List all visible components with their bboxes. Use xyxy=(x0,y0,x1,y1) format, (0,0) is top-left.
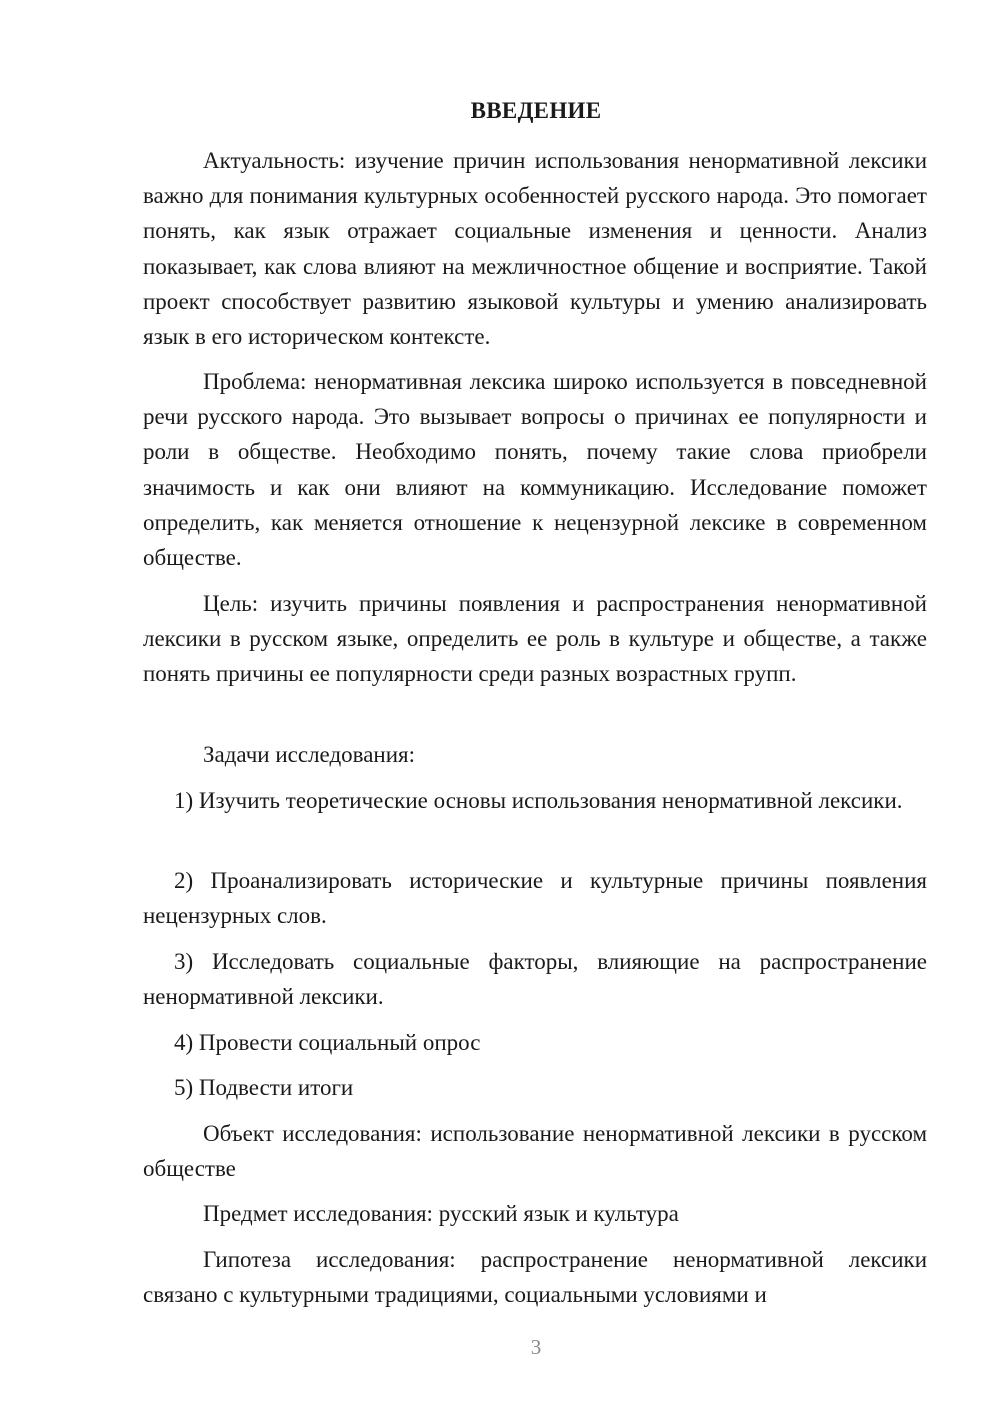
task-item-3: 3) Исследовать социальные факторы, влияющие на распространение ненормативной лексики. xyxy=(143,949,927,1010)
paragraph-subject: Предмет исследования: русский язык и культура xyxy=(203,1201,679,1226)
paragraph-goal: Цель: изучить причины появления и распространения ненормативной лексики в русском языке, определить ее роль в культуре и обществе, а также понять причины ее популярности среди разных возрастных групп. xyxy=(143,591,927,687)
page-number: 3 xyxy=(530,1335,542,1359)
paragraph-problem: Проблема: ненормативная лексика широко используется в повседневной речи русского народа. Это вызывает вопросы о причинах ее популярности и роли в обществе. Необходимо понять, почему такие слова приобрели значимость и как они влияют на коммуникацию. Исследование поможет определить, как меняется отношение к нецензурной лексике в современном обществе. xyxy=(143,369,927,571)
paragraph-object: Объект исследования: использование ненормативной лексики в русском обществе xyxy=(143,1121,927,1182)
task-item-1: 1) Изучить теоретические основы использования ненормативной лексики. xyxy=(174,788,903,813)
section-title: ВВЕДЕНИЕ xyxy=(470,98,602,123)
task-item-4: 4) Провести социальный опрос xyxy=(174,1030,481,1055)
paragraph-relevance: Актуальность: изучение причин использования ненормативной лексики важно для понимания культурных особенностей русского народа. Это помогает понять, как язык отражает социальные изменения и ценности. Анализ показывает, как слова влияют на межличностное общение и восприятие. Такой проект способствует развитию языковой культуры и умению анализировать язык в его историческом контексте. xyxy=(143,148,927,350)
paragraph-hypothesis: Гипотеза исследования: распространение ненормативной лексики связано с культурными традициями, социальными условиями и xyxy=(143,1247,927,1308)
task-item-2: 2) Проанализировать исторические и культурные причины появления нецензурных слов. xyxy=(143,868,927,929)
tasks-heading: Задачи исследования: xyxy=(203,742,416,767)
task-item-5: 5) Подвести итоги xyxy=(174,1075,354,1100)
